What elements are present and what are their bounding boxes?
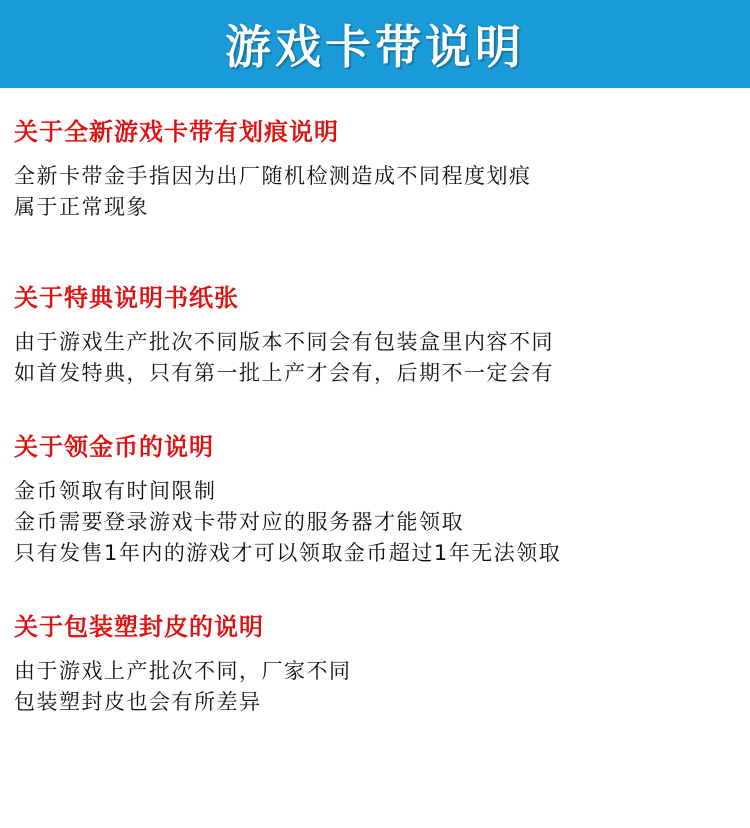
section-manual-paper <box>14 283 736 389</box>
section-shrink-wrap <box>14 612 736 718</box>
section-heading: 关于特典说明书纸张 <box>14 284 239 312</box>
section-scratches <box>14 117 736 223</box>
section-line: 由于游戏上产批次不同，厂家不同 <box>14 659 352 683</box>
section-heading: 关于全新游戏卡带有划痕说明 <box>14 118 339 146</box>
section-line: 金币领取有时间限制 <box>14 479 217 503</box>
section-line: 由于游戏生产批次不同版本不同会有包装盒里内容不同 <box>14 330 554 354</box>
section-heading: 关于包装塑封皮的说明 <box>14 613 264 641</box>
section-gold-coins <box>14 432 736 569</box>
section-line: 金币需要登录游戏卡带对应的服务器才能领取 <box>14 510 464 534</box>
title-banner <box>0 0 750 88</box>
section-line: 只有发售1年内的游戏才可以领取金币超过1年无法领取 <box>14 541 562 565</box>
section-line: 属于正常现象 <box>14 195 149 219</box>
section-line: 全新卡带金手指因为出厂随机检测造成不同程度划痕 <box>14 164 532 188</box>
section-line: 包装塑封皮也会有所差异 <box>14 690 262 714</box>
page-title: 游戏卡带说明 <box>225 20 525 74</box>
section-heading: 关于领金币的说明 <box>14 433 214 461</box>
section-line: 如首发特典，只有第一批上产才会有，后期不一定会有 <box>14 361 554 385</box>
